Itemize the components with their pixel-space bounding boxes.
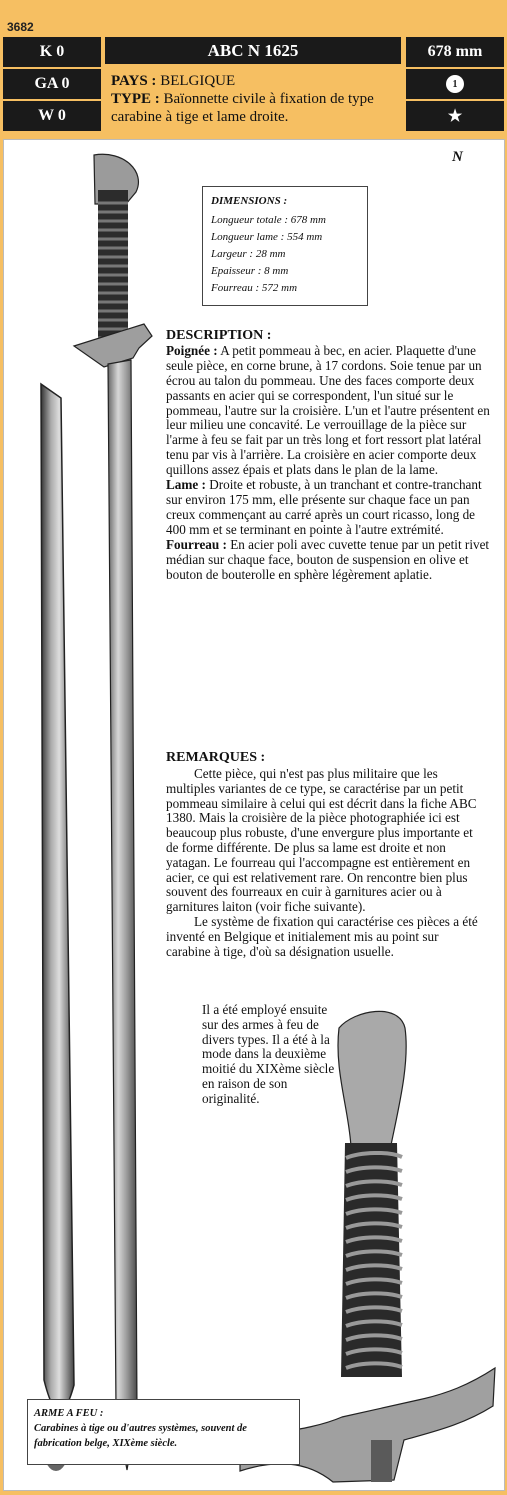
star-badge: ★ [406, 101, 504, 131]
rating-circle: 1 [446, 75, 464, 93]
pommel-detail [338, 1011, 406, 1150]
poignee-text: A petit pommeau à bec, en acier. Plaquette d'une seule pièce, en corne brune, à 17 cordons. Soie tenue par un écrou au talon du pommeau. Une des faces comporte deux passants en acier qui se correspondent, l'un situé sur le pommeau, l'autre sur la croisière. L'un et l'autre présentent en leur milieu une concavité. Le verrouillage de la pièce sur l'arme à feu se fait par un très long et fort ressort plat latéral tenu par vis à l'arrière. La croisière en acier comporte deux quillons assez épais et plats dans le plan de la lame. [166, 342, 490, 478]
dimension-width: Largeur : 28 mm [211, 248, 286, 260]
remarks-paragraph-1: Cette pièce, qui n'est pas plus militaire que les multiples variantes de ce type, se caractérise par un petit pommeau similaire à celui qui est décrit dans la fiche ABC 1380. Mais la croisière de la pièce photographiée ici est beaucoup plus robuste, d'une envergure plus importante et de forme différente. De plus sa lame est droite et non yatagan. Le fourreau qui l'accompagne est entièrement en acier, ce qui est relativement rare. On rencontre bien plus souvent des fourreaux en cuir à garnitures acier ou à garnitures laiton (voir fiche suivante). [166, 766, 477, 915]
right-stats [406, 37, 504, 133]
arme-title: ARME A FEU : [34, 1408, 104, 1419]
remarks-heading: REMARQUES : [166, 750, 266, 765]
fourreau-label: Fourreau : [166, 536, 227, 552]
type-value: Baïonnette civile à fixation de type carabine à tige et lame droite. [111, 91, 374, 125]
dimension-total: Longueur totale : 678 mm [211, 214, 326, 226]
country-label: PAYS : [111, 73, 157, 89]
dimension-scabbard: Fourreau : 572 mm [211, 282, 298, 294]
blade-shape [108, 360, 137, 1470]
fourreau-text: En acier poli avec cuvette tenue par un petit rivet médian sur chaque face, bouton de suspension en olive et bouton de bouterolle en sphère légèrement aplatie. [166, 536, 490, 582]
arme-text: Carabines à tige ou d'autres systèmes, souvent de fabrication belge, XIXème siècle. [34, 1423, 247, 1449]
remarks-paragraph-2: Le système de fixation qui caractérise ces pièces a été inventé en Belgique et initialement mis au point sur carabine à tige, d'où sa désignation usuelle. [166, 913, 478, 959]
description-heading: DESCRIPTION : [166, 328, 272, 343]
country-value: BELGIQUE [160, 73, 236, 89]
reference-title: ABC N 1625 [105, 37, 401, 64]
dimensions-title: DIMENSIONS : [211, 195, 288, 207]
type-label: TYPE : [111, 91, 160, 107]
remarks-paragraph-3: Il a été employé ensuite sur des armes à feu de divers types. Il a été à la mode dans la deuxième moitié du XIXème siècle en raison de son originalité. [202, 1002, 335, 1106]
scabbard-shape [41, 384, 74, 1411]
remarks-text [166, 767, 486, 959]
page-number: 3682 [7, 20, 34, 34]
country-block [111, 72, 401, 126]
left-stats [3, 37, 101, 133]
description-text [166, 329, 490, 582]
grip-detail [341, 1143, 402, 1377]
rating-badge [406, 69, 504, 99]
lame-text: Droite et robuste, à un tranchant et contre-tranchant sur environ 175 mm, elle présente sur chaque face un pan creux commençant au carré après un court ricasso, long de 400 mm et se terminant en pointe à l'autre extrémité. [166, 477, 482, 537]
stat-w: W 0 [3, 101, 101, 131]
poignee-label: Poignée : [166, 342, 218, 358]
stat-k: K 0 [3, 37, 101, 67]
dimension-thickness: Epaisseur : 8 mm [211, 265, 289, 277]
blade-root-detail [371, 1440, 392, 1482]
dimensions-box [202, 186, 368, 306]
stat-ga: GA 0 [3, 69, 101, 99]
section-mark: N [452, 149, 463, 165]
length-badge: 678 mm [406, 37, 504, 67]
lame-label: Lame : [166, 477, 206, 493]
arme-a-feu-box [27, 1399, 300, 1465]
dimension-blade: Longueur lame : 554 mm [211, 231, 323, 243]
